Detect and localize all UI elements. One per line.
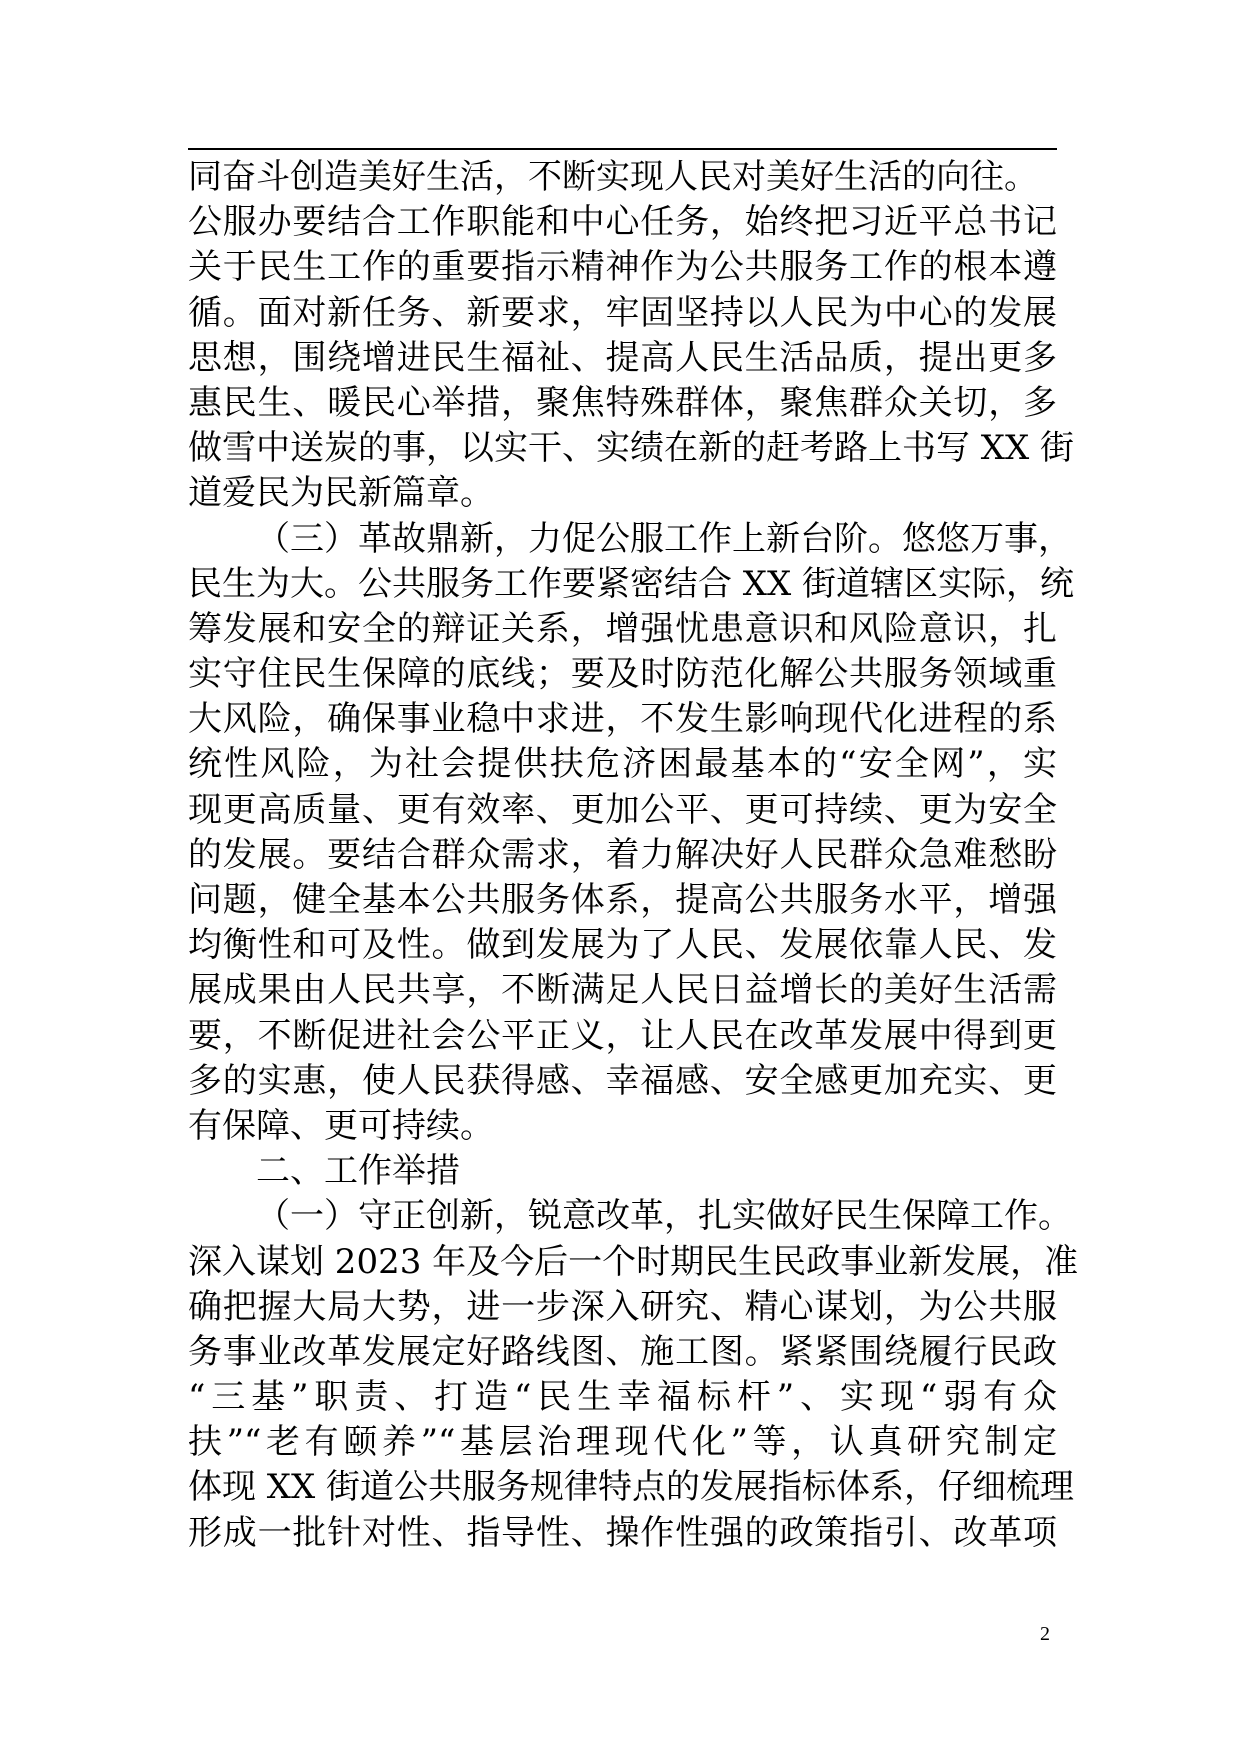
text-line: 体现 XX 街道公共服务规律特点的发展指标体系，仔细梳理 — [188, 1467, 1075, 1508]
text-line: 惠民生、暖民心举措，聚焦特殊群体，聚焦群众关切，多 — [188, 382, 1057, 423]
text-line: 循。面对新任务、新要求，牢固坚持以人民为中心的发展 — [188, 292, 1057, 333]
header-rule — [188, 148, 1057, 150]
text-line: 深入谋划 2023 年及今后一个时期民生民政事业新发展，准 — [188, 1241, 1079, 1282]
text-line: 确把握大局大势，进一步深入研究、精心谋划，为公共服 — [188, 1286, 1057, 1327]
text-line: 做雪中送炭的事，以实干、实绩在新的赶考路上书写 XX 街 — [188, 428, 1075, 469]
text-line: 实守住民生保障的底线；要及时防范化解公共服务领域重 — [188, 654, 1057, 695]
text-line: 扶”“老有颐养”“基层治理现代化”等，认真研究制定 — [188, 1422, 1057, 1463]
section-heading: （三）革故鼎新，力促公服工作上新台阶。悠悠万事， — [256, 518, 1072, 559]
text-line: 统性风险，为社会提供扶危济困最基本的“安全网”，实 — [188, 744, 1057, 785]
document-body — [188, 155, 1079, 1556]
text-line: 有保障、更可持续。 — [188, 1105, 494, 1146]
text-line: 展成果由人民共享，不断满足人民日益增长的美好生活需 — [188, 970, 1057, 1011]
text-line: 民生为大。公共服务工作要紧密结合 XX 街道辖区实际，统 — [188, 563, 1075, 604]
section-heading: 二、工作举措 — [256, 1151, 460, 1192]
page-number: 2 — [1040, 1623, 1050, 1645]
text-line: 多的实惠，使人民获得感、幸福感、安全感更加充实、更 — [188, 1060, 1057, 1101]
text-line: 问题，健全基本公共服务体系，提高公共服务水平，增强 — [188, 880, 1057, 920]
text-line: 形成一批针对性、指导性、操作性强的政策指引、改革项 — [188, 1512, 1057, 1553]
text-line: 关于民生工作的重要指示精神作为公共服务工作的根本遵 — [188, 247, 1057, 288]
text-line: 公服办要结合工作职能和中心任务，始终把习近平总书记 — [188, 202, 1057, 243]
text-line: 的发展。要结合群众需求，着力解决好人民群众急难愁盼 — [188, 834, 1057, 875]
text-line: 道爱民为民新篇章。 — [188, 473, 494, 514]
text-line: 筹发展和安全的辩证关系，增强忧患意识和风险意识，扎 — [188, 608, 1057, 649]
text-line: 现更高质量、更有效率、更加公平、更可持续、更为安全 — [188, 789, 1057, 830]
text-line: 务事业改革发展定好路线图、施工图。紧紧围绕履行民政 — [188, 1331, 1057, 1372]
text-line: 大风险，确保事业稳中求进，不发生影响现代化进程的系 — [188, 699, 1057, 740]
section-heading: （一）守正创新，锐意改革，扎实做好民生保障工作。 — [256, 1196, 1072, 1237]
text-line: 均衡性和可及性。做到发展为了人民、发展依靠人民、发 — [188, 925, 1057, 966]
text-line: 同奋斗创造美好生活，不断实现人民对美好生活的向往。 — [188, 157, 1038, 197]
text-line: 要，不断促进社会公平正义，让人民在改革发展中得到更 — [188, 1015, 1057, 1056]
text-line: 思想，围绕增进民生福祉、提高人民生活品质，提出更多 — [188, 337, 1057, 378]
text-line: “三基”职责、打造“民生幸福标杆”、实现“弱有众 — [188, 1377, 1057, 1418]
